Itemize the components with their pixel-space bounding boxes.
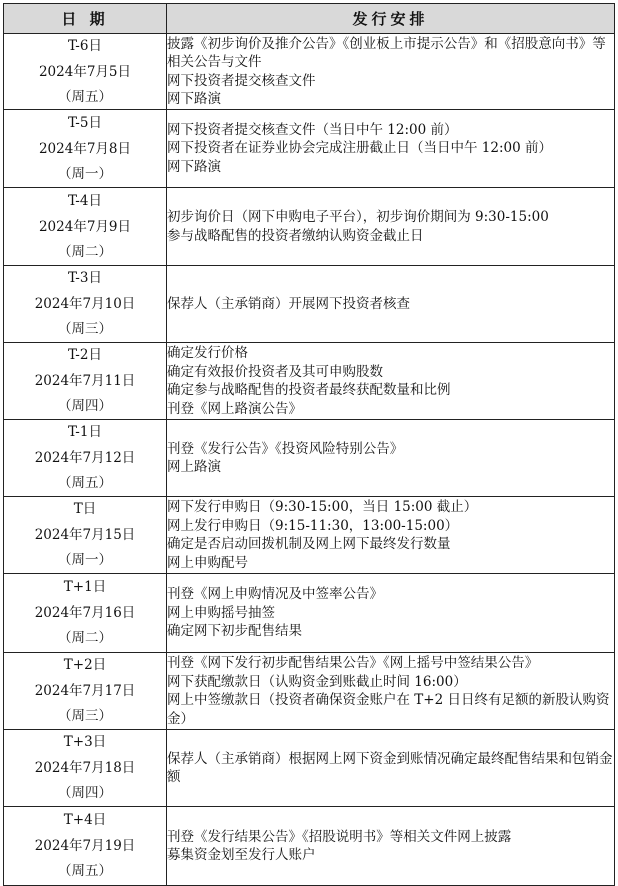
weekday-label: （周一）	[58, 165, 112, 182]
arrangement-line: 确定发行价格	[167, 345, 248, 361]
weekday-label: （周二）	[58, 243, 112, 260]
arrangement-line: 网上发行申购日（9:15-11:30，13:00-15:00）	[167, 517, 459, 534]
calendar-date: 2024年7月12日	[34, 450, 136, 466]
arrangement-column-header: 发行安排	[167, 4, 615, 34]
weekday-label: （周二）	[58, 630, 112, 646]
arrangement-line: 网下发行申购日（9:30-15:00，当日 15:00 截止）	[167, 499, 478, 515]
calendar-date: 2024年7月19日	[34, 838, 136, 854]
calendar-date: 2024年7月18日	[34, 760, 136, 776]
arrangement-cell	[167, 110, 615, 188]
arrangement-cell	[167, 420, 615, 497]
trading-day-code: T-6日	[68, 37, 102, 54]
arrangement-line: 募集资金划至发行人账户	[167, 847, 316, 863]
table-row	[4, 653, 615, 730]
calendar-date: 2024年7月15日	[34, 527, 136, 543]
arrangement-line: 网上申购摇号抽签	[167, 604, 275, 621]
trading-day-code: T+1日	[63, 579, 107, 595]
table-row	[4, 807, 615, 886]
table-row	[4, 574, 615, 653]
weekday-label: （周三）	[58, 321, 112, 337]
arrangement-line: 网下路演	[167, 91, 221, 107]
arrangement-line: 刊登《发行公告》《投资风险特别公告》	[167, 440, 404, 457]
table-row	[4, 730, 615, 807]
date-cell	[4, 730, 167, 807]
arrangement-cell	[167, 266, 615, 343]
table-row	[4, 497, 615, 574]
arrangement-line: 网下获配缴款日（认购资金到账截止时间 16:00）	[167, 673, 467, 690]
arrangement-line: 确定是否启动回拨机制及网上网下最终发行数量	[167, 536, 451, 552]
date-cell	[4, 807, 167, 886]
arrangement-cell	[167, 34, 615, 110]
table-row	[4, 266, 615, 343]
calendar-date: 2024年7月16日	[34, 605, 136, 621]
arrangement-line: 刊登《网上路演公告》	[167, 400, 302, 417]
date-cell	[4, 653, 167, 730]
trading-day-code: T+4日	[63, 812, 107, 828]
date-cell	[4, 420, 167, 497]
arrangement-cell	[167, 574, 615, 653]
arrangement-line: 披露《初步询价及推介公告》《创业板上市提示公告》和《招股意向书》等相关公告与文件	[167, 35, 606, 70]
arrangement-line: 网下投资者提交核查文件（当日中午 12:00 前）	[167, 121, 458, 138]
arrangement-cell	[167, 807, 615, 886]
arrangement-line: 保荐人（主承销商）根据网上网下资金到账情况确定最终配售结果和包销金额	[167, 750, 613, 785]
date-column-header: 日 期	[4, 4, 167, 34]
calendar-date: 2024年7月8日	[38, 140, 132, 157]
table-row	[4, 34, 615, 110]
table-row	[4, 343, 615, 420]
weekday-label: （周一）	[58, 552, 112, 568]
arrangement-cell	[167, 653, 615, 730]
table-row	[4, 420, 615, 497]
trading-day-code: T-3日	[68, 270, 102, 286]
calendar-date: 2024年7月9日	[38, 218, 132, 235]
weekday-label: （周四）	[58, 785, 112, 801]
arrangement-cell	[167, 497, 615, 574]
trading-day-code: T-2日	[68, 347, 102, 363]
trading-day-code: T-5日	[68, 114, 102, 131]
date-cell	[4, 266, 167, 343]
date-cell	[4, 188, 167, 266]
date-cell	[4, 34, 167, 110]
date-cell	[4, 574, 167, 653]
table-header-row	[4, 4, 615, 34]
arrangement-line: 保荐人（主承销商）开展网下投资者核查	[167, 295, 410, 312]
arrangement-line: 参与战略配售的投资者缴纳认购资金截止日	[167, 227, 424, 244]
trading-day-code: T-4日	[68, 192, 102, 209]
trading-day-code: T日	[73, 501, 97, 517]
calendar-date: 2024年7月17日	[34, 683, 136, 699]
arrangement-line: 确定参与战略配售的投资者最终获配数量和比例	[167, 382, 451, 398]
arrangement-line: 刊登《网下发行初步配售结果公告》《网上摇号中签结果公告》	[167, 655, 539, 671]
arrangement-line: 网上申购配号	[167, 554, 248, 571]
trading-day-code: T-1日	[68, 424, 102, 440]
arrangement-cell	[167, 730, 615, 807]
date-cell	[4, 110, 167, 188]
arrangement-line: 网下路演	[167, 158, 221, 175]
arrangement-line: 网上路演	[167, 459, 221, 475]
weekday-label: （周五）	[58, 863, 112, 879]
calendar-date: 2024年7月5日	[38, 63, 132, 80]
calendar-date: 2024年7月10日	[34, 296, 136, 312]
arrangement-line: 网上中签缴款日（投资者确保资金账户在 T+2 日日终有足额的新股认购资金）	[167, 692, 610, 727]
arrangement-line: 确定有效报价投资者及其可申购股数	[167, 363, 383, 380]
arrangement-line: 确定网下初步配售结果	[167, 623, 302, 640]
trading-day-code: T+3日	[63, 734, 107, 750]
weekday-label: （周五）	[58, 475, 112, 491]
date-cell	[4, 497, 167, 574]
trading-day-code: T+2日	[63, 657, 107, 673]
weekday-label: （周四）	[58, 398, 112, 414]
weekday-label: （周三）	[58, 708, 112, 724]
calendar-date: 2024年7月11日	[34, 373, 136, 389]
table-row	[4, 188, 615, 266]
arrangement-line: 初步询价日（网下申购电子平台），初步询价期间为 9:30-15:00	[167, 209, 549, 225]
arrangement-cell	[167, 343, 615, 420]
arrangement-line: 网下投资者在证券业协会完成注册截止日（当日中午 12:00 前）	[167, 140, 552, 157]
weekday-label: （周五）	[58, 88, 112, 105]
date-cell	[4, 343, 167, 420]
table-row	[4, 110, 615, 188]
arrangement-cell	[167, 188, 615, 266]
arrangement-line: 刊登《发行结果公告》《招股说明书》等相关文件网上披露	[167, 828, 512, 845]
arrangement-line: 刊登《网上申购情况及中签率公告》	[167, 586, 383, 603]
issuance-schedule-table	[3, 3, 615, 886]
arrangement-line: 网下投资者提交核查文件	[167, 72, 316, 89]
